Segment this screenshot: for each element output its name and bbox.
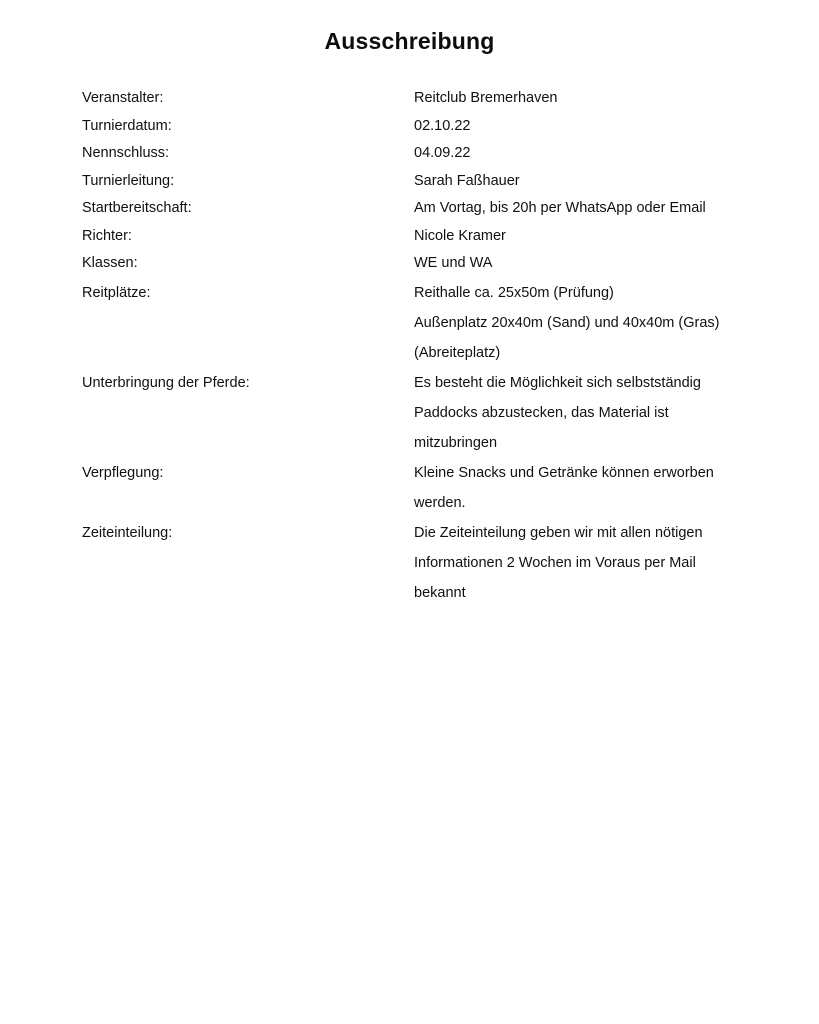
row-value-line: Reitclub Bremerhaven	[414, 90, 558, 106]
row-label: Nennschluss:	[82, 145, 170, 161]
row-value-line: (Abreiteplatz)	[414, 344, 501, 361]
row-value-line: Außenplatz 20x40m (Sand) und 40x40m (Gras)	[414, 314, 720, 331]
row-value	[414, 140, 762, 168]
info-row-richter	[82, 223, 762, 251]
row-value	[414, 368, 762, 458]
row-value	[414, 223, 762, 251]
row-value-line: Es besteht die Möglichkeit sich selbstständig	[414, 374, 701, 391]
row-label: Verpflegung:	[82, 464, 164, 481]
row-value-line: Sarah Faßhauer	[414, 172, 520, 189]
info-row-turnierdatum	[82, 113, 762, 141]
row-label: Richter:	[82, 227, 132, 244]
info-row-verpflegung	[82, 458, 762, 518]
row-label: Veranstalter:	[82, 90, 164, 106]
info-row-turnierleitung	[82, 168, 762, 196]
row-value-line: werden.	[414, 494, 466, 511]
row-value	[414, 278, 762, 368]
row-value-line: Kleine Snacks und Getränke können erworben	[414, 464, 714, 481]
info-row-nennschluss	[82, 140, 762, 168]
row-value-line: Reithalle ca. 25x50m (Prüfung)	[414, 284, 614, 301]
row-value-line: WE und WA	[414, 255, 493, 271]
row-label: Unterbringung der Pferde:	[82, 374, 250, 391]
info-row-zeiteinteilung	[82, 518, 762, 608]
row-value	[414, 458, 762, 518]
row-label: Turnierleitung:	[82, 172, 175, 189]
row-value-line: mitzubringen	[414, 434, 498, 451]
row-label: Klassen:	[82, 255, 138, 271]
row-label: Turnierdatum:	[82, 117, 172, 134]
info-row-klassen	[82, 250, 762, 278]
row-value-line: Nicole Kramer	[414, 227, 506, 244]
row-label: Startbereitschaft:	[82, 200, 192, 216]
row-label: Reitplätze:	[82, 284, 151, 301]
row-value-line: Die Zeiteinteilung geben wir mit allen nötigen	[414, 524, 703, 541]
page-title: Ausschreibung	[324, 28, 495, 54]
row-value	[414, 168, 762, 196]
info-row-unterbringung	[82, 368, 762, 458]
row-label: Zeiteinteilung:	[82, 524, 173, 541]
row-value-line: 04.09.22	[414, 145, 471, 161]
info-table	[82, 85, 762, 608]
row-value-line: bekannt	[414, 584, 466, 601]
row-value-line: Paddocks abzustecken, das Material ist	[414, 404, 669, 421]
info-row-reitplaetze	[82, 278, 762, 368]
row-value-line: Informationen 2 Wochen im Voraus per Mail	[414, 554, 696, 571]
info-row-startbereitschaft	[82, 195, 762, 223]
row-value	[414, 518, 762, 608]
info-row-veranstalter	[82, 85, 762, 113]
row-value-line: 02.10.22	[414, 117, 471, 134]
row-value	[414, 195, 762, 223]
row-value	[414, 250, 762, 278]
row-value	[414, 85, 762, 113]
row-value-line: Am Vortag, bis 20h per WhatsApp oder Email	[414, 200, 706, 216]
row-value	[414, 113, 762, 141]
